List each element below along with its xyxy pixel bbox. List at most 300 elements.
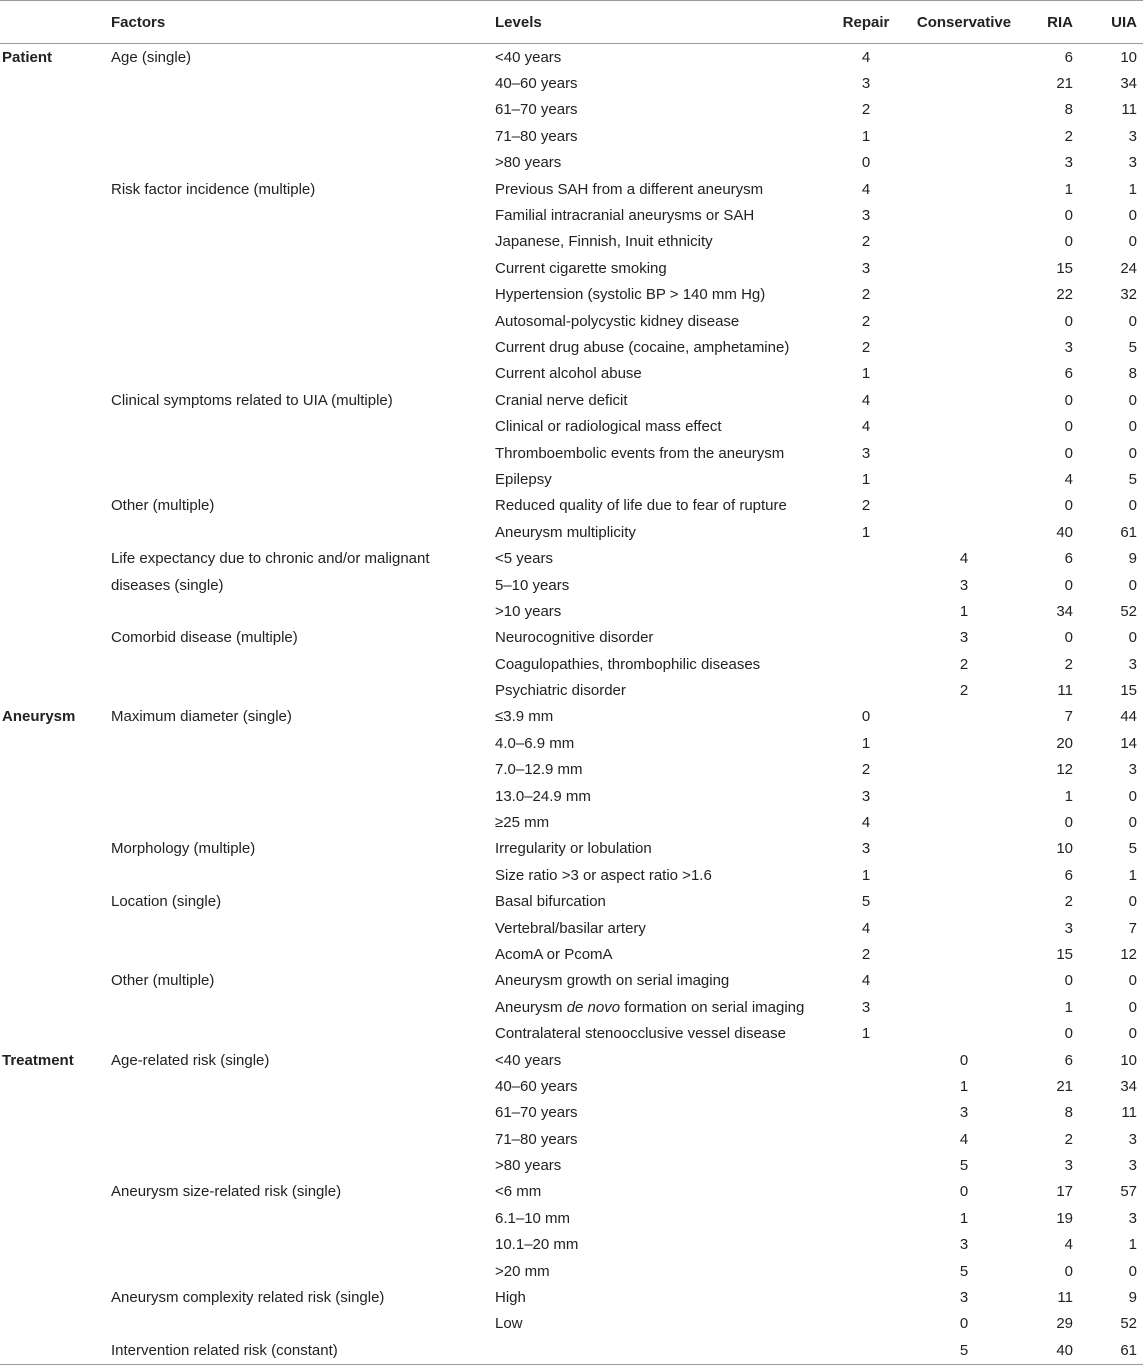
cell-uia: 11 xyxy=(1121,101,1137,119)
cell-group xyxy=(0,994,110,1020)
cell-factor xyxy=(110,413,494,439)
cell-ria: 0 xyxy=(1064,312,1073,330)
table-row xyxy=(0,598,1143,624)
cell-group xyxy=(0,150,110,176)
cell-level: ≤3.9 mm xyxy=(495,708,554,726)
cell-conservative xyxy=(904,862,1024,888)
cell-repair: 3 xyxy=(861,787,871,805)
cell-factor xyxy=(110,677,494,703)
cell-ria: 21 xyxy=(1056,75,1073,93)
cell-ria: 2 xyxy=(1064,1130,1073,1148)
cell-group xyxy=(0,1020,110,1046)
cell-conservative: 5 xyxy=(904,1337,1024,1364)
cell-repair: 4 xyxy=(861,48,871,66)
cell-level: >20 mm xyxy=(495,1262,550,1280)
cell-conservative xyxy=(904,994,1024,1020)
table-header xyxy=(0,1,1143,44)
cell-level: Hypertension (systolic BP > 140 mm Hg) xyxy=(495,286,766,304)
cell-level: Previous SAH from a different aneurysm xyxy=(495,180,764,198)
cell-factor: Intervention related risk (constant) xyxy=(110,1337,494,1364)
cell-level: >80 years xyxy=(495,1157,562,1175)
cell-conservative: 2 xyxy=(959,682,969,700)
cell-level: 7.0–12.9 mm xyxy=(495,761,583,779)
cell-group xyxy=(0,1205,110,1231)
table-row xyxy=(0,941,1143,967)
table-row xyxy=(0,1179,1143,1205)
cell-ria: 0 xyxy=(1064,207,1073,225)
cell-level: Autosomal-polycystic kidney disease xyxy=(495,312,740,330)
cell-repair xyxy=(828,545,904,571)
cell-repair: 1 xyxy=(861,365,871,383)
cell-uia: 3 xyxy=(1128,127,1137,145)
cell-group xyxy=(0,123,110,149)
table-row xyxy=(0,123,1143,149)
cell-repair: 0 xyxy=(861,708,871,726)
cell-level: Vertebral/basilar artery xyxy=(495,919,646,937)
header-uia: UIA xyxy=(1079,1,1143,44)
cell-uia: 9 xyxy=(1128,1289,1137,1307)
cell-level: ≥25 mm xyxy=(495,814,550,832)
cell-group xyxy=(0,202,110,228)
cell-ria: 3 xyxy=(1064,1157,1073,1175)
cell-factor: Age-related risk (single) xyxy=(111,1051,270,1069)
cell-conservative xyxy=(904,282,1024,308)
table-row xyxy=(0,915,1143,941)
cell-factor xyxy=(110,941,494,967)
cell-uia: 3 xyxy=(1128,1130,1137,1148)
cell-factor: Aneurysm size-related risk (single) xyxy=(111,1183,342,1201)
cell-level: Current cigarette smoking xyxy=(495,259,667,277)
cell-uia: 0 xyxy=(1128,233,1137,251)
cell-factor: Aneurysm complexity related risk (single) xyxy=(111,1289,385,1307)
cell-repair: 2 xyxy=(861,761,871,779)
cell-level: Reduced quality of life due to fear of rupture xyxy=(495,497,787,515)
cell-factor xyxy=(110,1126,494,1152)
cell-group xyxy=(0,651,110,677)
cell-conservative xyxy=(904,361,1024,387)
cell-ria: 29 xyxy=(1056,1315,1073,1333)
cell-level: 61–70 years xyxy=(495,101,578,119)
cell-repair xyxy=(828,651,904,677)
cell-factor xyxy=(110,70,494,96)
cell-conservative xyxy=(904,836,1024,862)
cell-conservative xyxy=(904,176,1024,202)
cell-group xyxy=(0,70,110,96)
cell-repair: 4 xyxy=(861,814,871,832)
cell-uia: 52 xyxy=(1120,1315,1137,1333)
cell-factor xyxy=(110,1152,494,1178)
cell-ria: 6 xyxy=(1064,550,1073,568)
cell-repair: 4 xyxy=(861,418,871,436)
cell-level: Epilepsy xyxy=(495,470,552,488)
cell-uia: 0 xyxy=(1128,497,1137,515)
cell-factor xyxy=(110,1020,494,1046)
cell-factor xyxy=(110,334,494,360)
table-row xyxy=(0,862,1143,888)
cell-group xyxy=(0,1311,110,1337)
cell-uia: 0 xyxy=(1128,312,1137,330)
cell-level: >10 years xyxy=(495,602,562,620)
cell-factor xyxy=(110,519,494,545)
cell-level: Japanese, Finnish, Inuit ethnicity xyxy=(495,233,713,251)
cell-repair: 1 xyxy=(861,523,871,541)
cell-factor xyxy=(110,862,494,888)
table-row xyxy=(0,413,1143,439)
cell-repair: 4 xyxy=(861,391,871,409)
cell-conservative xyxy=(904,889,1024,915)
table-row xyxy=(0,545,1143,571)
cell-repair: 1 xyxy=(861,1025,871,1043)
cell-level: Aneurysm growth on serial imaging xyxy=(495,972,730,990)
cell-repair xyxy=(828,625,904,651)
cell-factor xyxy=(110,757,494,783)
cell-uia: 5 xyxy=(1128,840,1137,858)
cell-repair: 1 xyxy=(861,734,871,752)
cell-ria: 2 xyxy=(1064,893,1073,911)
cell-conservative xyxy=(904,440,1024,466)
cell-uia: 0 xyxy=(1128,1262,1137,1280)
cell-ria: 10 xyxy=(1056,840,1073,858)
cell-ria: 6 xyxy=(1064,365,1073,383)
table-row xyxy=(0,334,1143,360)
table-row xyxy=(0,836,1143,862)
cell-ria: 20 xyxy=(1056,734,1073,752)
cell-factor xyxy=(110,994,494,1020)
cell-uia: 24 xyxy=(1120,259,1137,277)
cell-ria: 2 xyxy=(1064,655,1073,673)
table-row xyxy=(0,361,1143,387)
cell-repair: 2 xyxy=(861,497,871,515)
cell-factor xyxy=(110,809,494,835)
cell-factor: Comorbid disease (multiple) xyxy=(111,629,298,647)
table-row xyxy=(0,1232,1143,1258)
cell-ria: 0 xyxy=(1064,497,1073,515)
cell-repair: 2 xyxy=(861,233,871,251)
cell-conservative: 0 xyxy=(959,1051,969,1069)
cell-group xyxy=(0,1284,110,1310)
cell-level: <5 years xyxy=(495,550,553,568)
cell-conservative xyxy=(904,308,1024,334)
cell-repair xyxy=(828,1047,904,1073)
table-row xyxy=(0,809,1143,835)
cell-level: 71–80 years xyxy=(495,1130,578,1148)
cell-uia: 61 xyxy=(1120,523,1137,541)
cell-ria: 3 xyxy=(1064,154,1073,172)
cell-group: Patient xyxy=(2,48,53,66)
cell-factor: Age (single) xyxy=(111,48,192,66)
cell-ria: 0 xyxy=(1064,418,1073,436)
table-row xyxy=(0,1126,1143,1152)
cell-group xyxy=(0,915,110,941)
cell-ria: 21 xyxy=(1056,1077,1073,1095)
cell-factor xyxy=(110,466,494,492)
cell-factor xyxy=(110,1205,494,1231)
cell-ria: 6 xyxy=(1064,866,1073,884)
cell-level: >80 years xyxy=(495,154,562,172)
table-row xyxy=(0,1020,1143,1046)
cell-group xyxy=(0,413,110,439)
cell-ria: 7 xyxy=(1064,708,1073,726)
cell-level: AcomA or PcomA xyxy=(495,945,613,963)
cell-factor: Maximum diameter (single) xyxy=(111,708,292,726)
cell-level: 61–70 years xyxy=(495,1104,578,1122)
cell-group xyxy=(0,361,110,387)
cell-ria: 15 xyxy=(1056,945,1073,963)
table-row xyxy=(0,1100,1143,1126)
cell-factor xyxy=(110,282,494,308)
cell-factor xyxy=(110,308,494,334)
cell-uia: 0 xyxy=(1128,207,1137,225)
cell-repair xyxy=(828,1073,904,1099)
cell-group xyxy=(0,862,110,888)
cell-uia: 3 xyxy=(1128,1157,1137,1175)
cell-level: Coagulopathies, thrombophilic diseases xyxy=(495,655,761,673)
cell-level: Thromboembolic events from the aneurysm xyxy=(495,444,785,462)
cell-group xyxy=(0,176,110,202)
cell-repair: 5 xyxy=(861,893,871,911)
cell-conservative: 3 xyxy=(959,1289,969,1307)
cell-uia: 52 xyxy=(1120,602,1137,620)
table-row xyxy=(0,968,1143,994)
cell-factor xyxy=(110,730,494,756)
cell-repair xyxy=(828,1152,904,1178)
cell-level: 40–60 years xyxy=(495,75,578,93)
table-row xyxy=(0,889,1143,915)
cell-group xyxy=(0,889,110,915)
cell-ria: 4 xyxy=(1064,470,1073,488)
cell-group xyxy=(0,1258,110,1284)
table-row xyxy=(0,493,1143,519)
cell-conservative xyxy=(904,915,1024,941)
cell-group xyxy=(0,545,110,571)
cell-repair: 3 xyxy=(861,840,871,858)
cell-uia: 12 xyxy=(1120,945,1137,963)
cell-level: 71–80 years xyxy=(495,127,578,145)
cell-conservative xyxy=(904,519,1024,545)
cell-group xyxy=(0,572,110,598)
cell-ria: 15 xyxy=(1056,259,1073,277)
cell-uia: 0 xyxy=(1128,814,1137,832)
cell-ria: 0 xyxy=(1064,814,1073,832)
cell-factor xyxy=(110,361,494,387)
cell-level: <40 years xyxy=(495,1051,562,1069)
table-row xyxy=(0,783,1143,809)
cell-level: Psychiatric disorder xyxy=(495,682,626,700)
cell-uia: 0 xyxy=(1128,787,1137,805)
cell-factor: Morphology (multiple) xyxy=(111,840,256,858)
cell-group xyxy=(0,598,110,624)
cell-uia: 5 xyxy=(1128,338,1137,356)
cell-uia: 11 xyxy=(1121,1104,1137,1122)
cell-uia: 0 xyxy=(1128,444,1137,462)
cell-group xyxy=(0,1100,110,1126)
cell-ria: 12 xyxy=(1056,761,1073,779)
cell-ria: 40 xyxy=(1056,523,1073,541)
cell-uia: 8 xyxy=(1128,365,1137,383)
cell-ria: 0 xyxy=(1064,576,1073,594)
table-row xyxy=(0,730,1143,756)
cell-conservative xyxy=(904,466,1024,492)
cell-repair xyxy=(828,1179,904,1205)
table-row xyxy=(0,466,1143,492)
cell-group xyxy=(0,757,110,783)
cell-repair: 3 xyxy=(861,259,871,277)
table-row xyxy=(0,677,1143,703)
cell-group xyxy=(0,1232,110,1258)
table-row xyxy=(0,308,1143,334)
cell-group xyxy=(0,1073,110,1099)
cell-conservative xyxy=(904,387,1024,413)
cell-level: <6 mm xyxy=(495,1183,542,1201)
cell-conservative: 4 xyxy=(959,550,969,568)
table-row xyxy=(0,625,1143,651)
table-row xyxy=(0,1337,1143,1364)
cell-factor xyxy=(110,1258,494,1284)
cell-conservative xyxy=(904,968,1024,994)
cell-group xyxy=(0,1126,110,1152)
cell-conservative: 0 xyxy=(959,1183,969,1201)
cell-repair: 2 xyxy=(861,101,871,119)
cell-level: High xyxy=(495,1289,526,1307)
cell-repair xyxy=(828,1232,904,1258)
cell-factor xyxy=(110,598,494,624)
table-row xyxy=(0,572,1143,598)
cell-uia: 1 xyxy=(1128,1236,1137,1254)
cell-ria: 0 xyxy=(1064,233,1073,251)
cell-repair xyxy=(828,1311,904,1337)
cell-ria: 0 xyxy=(1064,629,1073,647)
cell-factor xyxy=(110,783,494,809)
cell-conservative xyxy=(904,757,1024,783)
header-conservative: Conservative xyxy=(904,1,1024,44)
cell-ria: 1 xyxy=(1064,998,1073,1016)
cell-ria: 4 xyxy=(1064,1236,1073,1254)
cell-ria: 8 xyxy=(1064,101,1073,119)
cell-ria: 22 xyxy=(1056,286,1073,304)
cell-uia: 0 xyxy=(1128,629,1137,647)
cell-repair: 2 xyxy=(861,286,871,304)
cell-group xyxy=(0,334,110,360)
cell-uia: 0 xyxy=(1128,576,1137,594)
cell-factor xyxy=(110,229,494,255)
cell-conservative xyxy=(904,229,1024,255)
cell-repair: 3 xyxy=(861,998,871,1016)
cell-ria: 0 xyxy=(1064,1025,1073,1043)
cell-repair: 0 xyxy=(861,154,871,172)
header-ria: RIA xyxy=(1024,1,1079,44)
cell-ria: 1 xyxy=(1064,180,1073,198)
cell-repair: 4 xyxy=(861,180,871,198)
cell-level: 4.0–6.9 mm xyxy=(495,734,575,752)
cell-group xyxy=(0,282,110,308)
table-row xyxy=(0,282,1143,308)
cell-ria: 2 xyxy=(1064,127,1073,145)
cell-group xyxy=(0,1179,110,1205)
table-row xyxy=(0,440,1143,466)
cell-ria: 17 xyxy=(1056,1183,1073,1201)
cell-uia: 9 xyxy=(1128,550,1137,568)
cell-conservative xyxy=(904,413,1024,439)
cell-factor xyxy=(110,255,494,281)
cell-repair: 2 xyxy=(861,338,871,356)
cell-uia: 0 xyxy=(1128,998,1137,1016)
table-row xyxy=(0,1073,1143,1099)
cell-ria: 0 xyxy=(1064,391,1073,409)
cell-conservative: 1 xyxy=(959,1077,969,1095)
header-group xyxy=(0,1,110,44)
cell-group xyxy=(0,677,110,703)
table-row xyxy=(0,1311,1143,1337)
cell-conservative xyxy=(904,255,1024,281)
table-row xyxy=(0,1152,1143,1178)
cell-conservative: 3 xyxy=(959,1236,969,1254)
cell-conservative xyxy=(904,783,1024,809)
cell-repair: 4 xyxy=(861,919,871,937)
cell-uia: 3 xyxy=(1128,761,1137,779)
cell-repair: 3 xyxy=(861,207,871,225)
cell-repair xyxy=(828,1258,904,1284)
table-row xyxy=(0,704,1143,730)
cell-conservative xyxy=(904,1020,1024,1046)
cell-uia: 14 xyxy=(1120,734,1137,752)
cell-uia: 3 xyxy=(1128,1209,1137,1227)
cell-repair xyxy=(828,677,904,703)
cell-conservative xyxy=(904,334,1024,360)
cell-group xyxy=(0,941,110,967)
table-row xyxy=(0,1205,1143,1231)
cell-uia: 15 xyxy=(1120,682,1137,700)
cell-factor xyxy=(110,915,494,941)
cell-uia: 3 xyxy=(1128,655,1137,673)
cell-level: Irregularity or lobulation xyxy=(495,840,652,858)
cell-ria: 3 xyxy=(1064,338,1073,356)
table-body xyxy=(0,44,1143,1365)
cell-group xyxy=(0,809,110,835)
cell-uia: 61 xyxy=(1079,1337,1143,1364)
header-row xyxy=(0,1,1143,44)
cell-group xyxy=(0,783,110,809)
table-row xyxy=(0,1258,1143,1284)
cell-repair: 1 xyxy=(861,470,871,488)
cell-conservative: 5 xyxy=(959,1157,969,1175)
cell-factor: Location (single) xyxy=(111,893,222,911)
cell-conservative: 0 xyxy=(959,1315,969,1333)
cell-factor: Life expectancy due to chronic and/or malignant xyxy=(111,550,430,568)
cell-repair xyxy=(828,1126,904,1152)
header-levels: Levels xyxy=(494,1,828,44)
cell-repair xyxy=(828,572,904,598)
cell-repair xyxy=(828,1205,904,1231)
cell-factor: Other (multiple) xyxy=(111,972,215,990)
cell-factor: Clinical symptoms related to UIA (multiple) xyxy=(111,391,393,409)
cell-uia: 34 xyxy=(1120,75,1137,93)
cell-level: Current drug abuse (cocaine, amphetamine) xyxy=(495,338,790,356)
cell-level: Basal bifurcation xyxy=(495,893,606,911)
cell-level: Neurocognitive disorder xyxy=(495,629,654,647)
header-repair: Repair xyxy=(828,1,904,44)
cell-group xyxy=(0,387,110,413)
cell-factor: diseases (single) xyxy=(111,576,224,594)
cell-uia: 57 xyxy=(1120,1183,1137,1201)
cell-conservative: 3 xyxy=(959,629,969,647)
cell-conservative xyxy=(904,150,1024,176)
table-row xyxy=(0,255,1143,281)
cell-level xyxy=(494,1337,828,1364)
cell-group xyxy=(0,968,110,994)
cell-level: 40–60 years xyxy=(495,1077,578,1095)
cell-level: 13.0–24.9 mm xyxy=(495,787,591,805)
cell-group xyxy=(0,229,110,255)
